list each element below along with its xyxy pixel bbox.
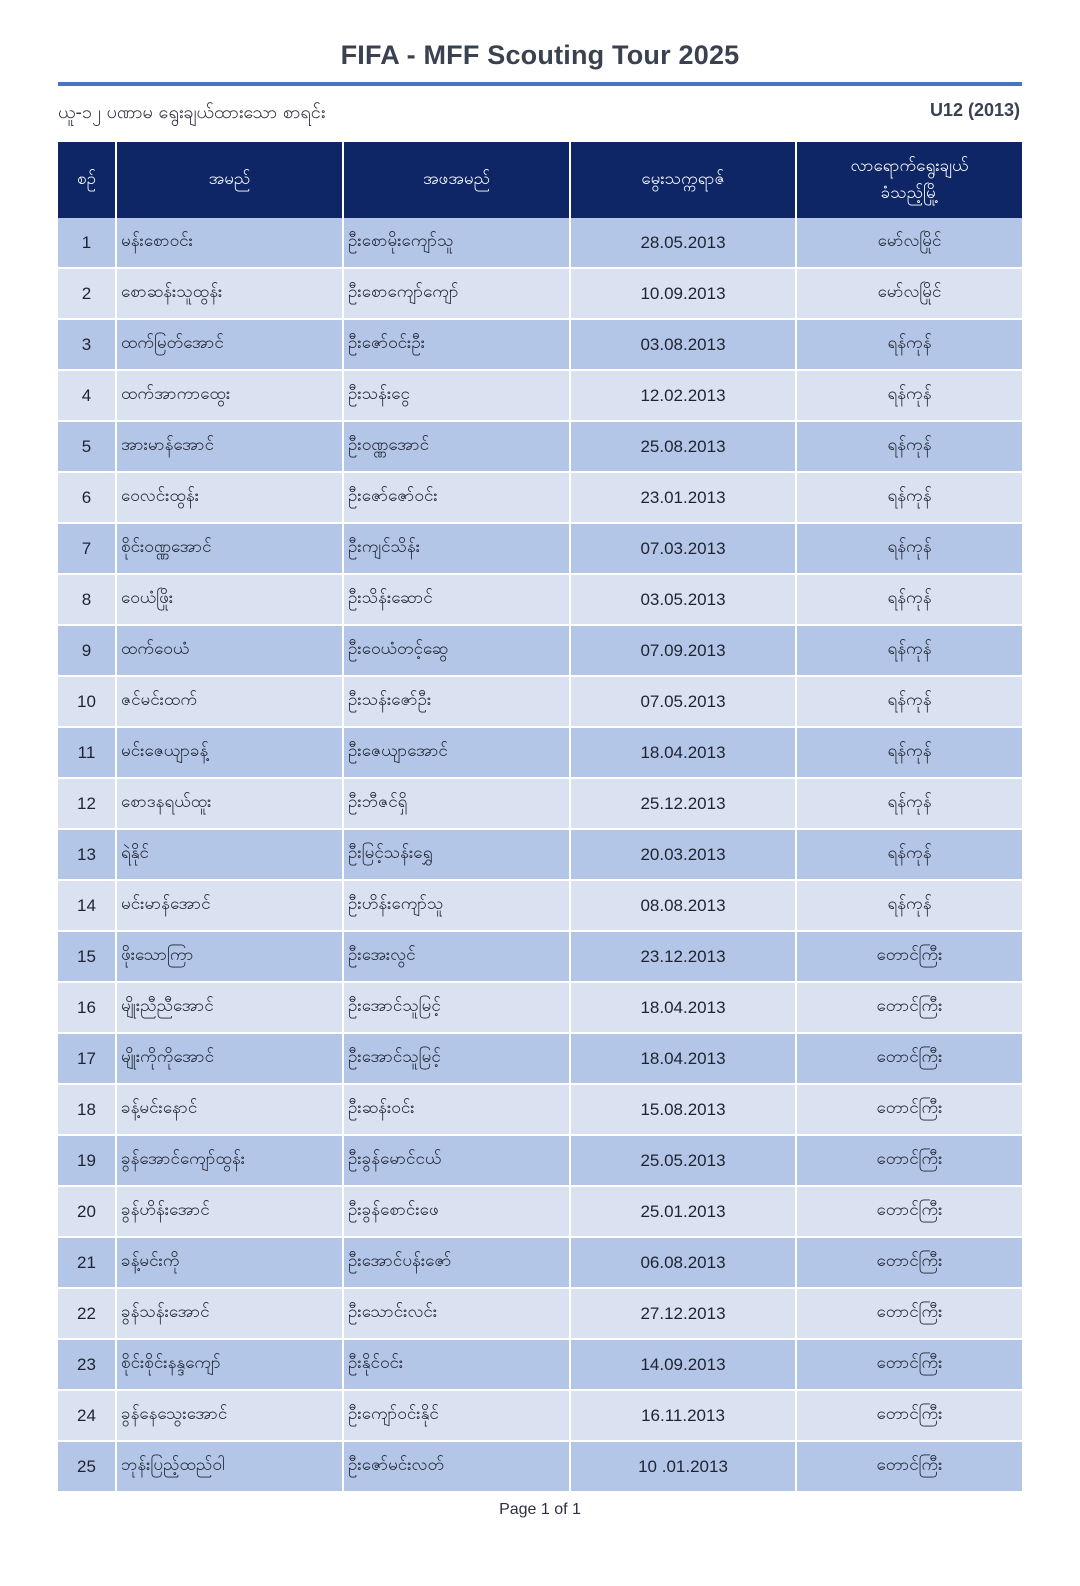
header-name [116,142,343,218]
table-body [58,218,1022,1492]
cell-selection-city: ရန်ကုန် [796,523,1022,574]
cell-selection-city: တောင်ကြီး [796,1033,1022,1084]
cell-name: ခန့်မင်းနောင် [116,1084,343,1135]
cell-father-name: ဦးသန်းဇော်ဦး [343,676,570,727]
cell-date-of-birth: 23.12.2013 [570,931,796,982]
cell-father-name: ဦးဝဏ္ဏအောင် [343,421,570,472]
cell-no: 4 [58,370,116,421]
cell-selection-city: ရန်ကုန် [796,829,1022,880]
table-row [58,574,1022,625]
cell-no: 19 [58,1135,116,1186]
cell-no: 8 [58,574,116,625]
cell-selection-city: ရန်ကုန် [796,574,1022,625]
cell-selection-city: တောင်ကြီး [796,1186,1022,1237]
table-row [58,1237,1022,1288]
cell-name: ထက်ဝေယံ [116,625,343,676]
table-row [58,370,1022,421]
cell-date-of-birth: 25.01.2013 [570,1186,796,1237]
cell-name: ဝေလင်းထွန်း [116,472,343,523]
cell-selection-city: တောင်ကြီး [796,1441,1022,1492]
cell-name: ခွန်အောင်ကျော်ထွန်း [116,1135,343,1186]
table-row [58,625,1022,676]
cell-no: 17 [58,1033,116,1084]
cell-name: ခန့်မင်းကို [116,1237,343,1288]
cell-father-name: ဦးအောင်သူမြင့် [343,1033,570,1084]
cell-date-of-birth: 07.09.2013 [570,625,796,676]
cell-father-name: ဦးသောင်းလင်း [343,1288,570,1339]
cell-date-of-birth: 07.03.2013 [570,523,796,574]
cell-selection-city: တောင်ကြီး [796,1339,1022,1390]
cell-no: 23 [58,1339,116,1390]
cell-no: 3 [58,319,116,370]
cell-father-name: ဦးသန်းငွေ [343,370,570,421]
cell-no: 6 [58,472,116,523]
header-father-name-label: အဖအမည် [422,169,491,190]
table-row [58,778,1022,829]
table-row [58,982,1022,1033]
cell-name: မင်းဇေယျာခန့် [116,727,343,778]
cell-no: 5 [58,421,116,472]
cell-no: 24 [58,1390,116,1441]
cell-no: 10 [58,676,116,727]
cell-date-of-birth: 25.05.2013 [570,1135,796,1186]
cell-father-name: ဦးအောင်ပန်းဇော် [343,1237,570,1288]
cell-father-name: ဦးအေးလွင် [343,931,570,982]
cell-date-of-birth: 23.01.2013 [570,472,796,523]
cell-name: ဘုန်းပြည့်ထည်ဝါ [116,1441,343,1492]
cell-name: ဝေယံဖြိုး [116,574,343,625]
cell-father-name: ဦးဟိန်းကျော်သူ [343,880,570,931]
cell-date-of-birth: 18.04.2013 [570,1033,796,1084]
cell-father-name: ဦးကျင်သိန်း [343,523,570,574]
header-date-of-birth [570,142,796,218]
cell-selection-city: ရန်ကုန် [796,421,1022,472]
cell-selection-city: ရန်ကုန် [796,370,1022,421]
table-row [58,1135,1022,1186]
cell-selection-city: ရန်ကုန် [796,319,1022,370]
table-row [58,727,1022,778]
table-row [58,268,1022,319]
cell-name: ဇင်မင်းထက် [116,676,343,727]
cell-selection-city: ရန်ကုန် [796,472,1022,523]
cell-no: 15 [58,931,116,982]
cell-name: စောဆန်းသူထွန်း [116,268,343,319]
cell-selection-city: တောင်ကြီး [796,1084,1022,1135]
list-subtitle: ယူ-၁၂ ပဏာမ ရွေးချယ်ထားသော စာရင်း [58,102,326,123]
cell-father-name: ဦးဇော်မင်းလတ် [343,1441,570,1492]
cell-selection-city: တောင်ကြီး [796,1135,1022,1186]
cell-selection-city: ရန်ကုန် [796,778,1022,829]
header-name-label: အမည် [208,169,251,190]
cell-name: မန်းစောဝင်း [116,218,343,268]
cell-date-of-birth: 03.08.2013 [570,319,796,370]
cell-no: 14 [58,880,116,931]
cell-selection-city: မော်လမြိုင် [796,218,1022,268]
cell-father-name: ဦးစောကျော်ကျော် [343,268,570,319]
cell-father-name: ဦးဇော်ဇော်ဝင်း [343,472,570,523]
table-row [58,218,1022,268]
cell-date-of-birth: 12.02.2013 [570,370,796,421]
cell-father-name: ဦးဇေယျာအောင် [343,727,570,778]
cell-no: 20 [58,1186,116,1237]
cell-date-of-birth: 28.05.2013 [570,218,796,268]
cell-date-of-birth: 10.09.2013 [570,268,796,319]
cell-date-of-birth: 10 .01.2013 [570,1441,796,1492]
cell-selection-city: ရန်ကုန် [796,676,1022,727]
cell-no: 22 [58,1288,116,1339]
cell-father-name: ဦးစောမိုးကျော်သူ [343,218,570,268]
cell-name: ခွန်နေသွေးအောင် [116,1390,343,1441]
cell-name: မျိုးကိုကိုအောင် [116,1033,343,1084]
cell-date-of-birth: 20.03.2013 [570,829,796,880]
cell-name: ခွန်ဟိန်းအောင် [116,1186,343,1237]
cell-father-name: ဦးခွန်မောင်ငယ် [343,1135,570,1186]
cell-no: 16 [58,982,116,1033]
cell-father-name: ဦးဆန်းဝင်း [343,1084,570,1135]
cell-name: အားမာန်အောင် [116,421,343,472]
header-no [58,142,116,218]
cell-date-of-birth: 27.12.2013 [570,1288,796,1339]
cell-date-of-birth: 14.09.2013 [570,1339,796,1390]
cell-no: 2 [58,268,116,319]
cell-date-of-birth: 08.08.2013 [570,880,796,931]
cell-date-of-birth: 18.04.2013 [570,982,796,1033]
cell-date-of-birth: 06.08.2013 [570,1237,796,1288]
cell-date-of-birth: 15.08.2013 [570,1084,796,1135]
cell-selection-city: ရန်ကုန် [796,880,1022,931]
cell-father-name: ဦးသိန်းဆောင် [343,574,570,625]
cell-date-of-birth: 16.11.2013 [570,1390,796,1441]
cell-selection-city: တောင်ကြီး [796,931,1022,982]
cell-date-of-birth: 18.04.2013 [570,727,796,778]
table-header [58,142,1022,218]
cell-selection-city: တောင်ကြီး [796,1288,1022,1339]
cell-selection-city: ရန်ကုန် [796,727,1022,778]
cell-father-name: ဦးဘီဇင်ရှိ [343,778,570,829]
cell-date-of-birth: 07.05.2013 [570,676,796,727]
table-row [58,1441,1022,1492]
table-row [58,676,1022,727]
table-row [58,421,1022,472]
cell-no: 13 [58,829,116,880]
header-selection-city-label: လာရောက်ရွေးချယ် ခံသည့်မြို့ [850,155,969,203]
cell-selection-city: တောင်ကြီး [796,1237,1022,1288]
cell-name: မင်းမာန်အောင် [116,880,343,931]
cell-father-name: ဦးမြင့်သန်းရွှေ [343,829,570,880]
cell-no: 12 [58,778,116,829]
cell-selection-city: တောင်ကြီး [796,1390,1022,1441]
table-row [58,1339,1022,1390]
table-row [58,319,1022,370]
cell-name: ခွန်သန်းအောင် [116,1288,343,1339]
header-row [58,142,1022,218]
cell-no: 9 [58,625,116,676]
cell-name: ထက်မြတ်အောင် [116,319,343,370]
table-row [58,1186,1022,1237]
title-underline [58,82,1022,86]
cell-no: 21 [58,1237,116,1288]
cell-name: ထက်အာကာထွေး [116,370,343,421]
table-row [58,931,1022,982]
cell-no: 7 [58,523,116,574]
table-row [58,1033,1022,1084]
page-footer: Page 1 of 1 [499,1501,581,1518]
age-group-label: U12 (2013) [929,100,1020,120]
cell-father-name: ဦးဝေယံတင့်ဆွေ [343,625,570,676]
table-row [58,472,1022,523]
cell-date-of-birth: 03.05.2013 [570,574,796,625]
header-no-label: စဉ် [77,169,96,190]
table-row [58,523,1022,574]
table-row [58,1390,1022,1441]
header-father-name [343,142,570,218]
cell-date-of-birth: 25.12.2013 [570,778,796,829]
table-row [58,880,1022,931]
header-date-of-birth-label: မွေးသက္ကရာဇ် [641,169,725,190]
table-row [58,1288,1022,1339]
cell-selection-city: ရန်ကုန် [796,625,1022,676]
cell-name: ဖိုးသောကြာ [116,931,343,982]
cell-father-name: ဦးခွန်စောင်းဖေ [343,1186,570,1237]
cell-date-of-birth: 25.08.2013 [570,421,796,472]
cell-no: 25 [58,1441,116,1492]
document-title: FIFA - MFF Scouting Tour 2025 [340,40,740,70]
cell-father-name: ဦးကျော်ဝင်းနိုင် [343,1390,570,1441]
cell-name: မျိုးညီညီအောင် [116,982,343,1033]
header-selection-city [796,142,1022,218]
cell-name: ရဲနိုင် [116,829,343,880]
cell-name: စိုင်းဝဏ္ဏအောင် [116,523,343,574]
player-roster-table [58,142,1022,1493]
cell-selection-city: တောင်ကြီး [796,982,1022,1033]
cell-selection-city: မော်လမြိုင် [796,268,1022,319]
cell-no: 11 [58,727,116,778]
cell-father-name: ဦးနိုင်ဝင်း [343,1339,570,1390]
cell-no: 18 [58,1084,116,1135]
cell-father-name: ဦးအောင်သူမြင့် [343,982,570,1033]
cell-no: 1 [58,218,116,268]
table-row [58,1084,1022,1135]
table-row [58,829,1022,880]
cell-name: စောဒနရယ်ထူး [116,778,343,829]
cell-father-name: ဦးဇော်ဝင်းဦး [343,319,570,370]
cell-name: စိုင်းစိုင်းနန္ဒကျော် [116,1339,343,1390]
